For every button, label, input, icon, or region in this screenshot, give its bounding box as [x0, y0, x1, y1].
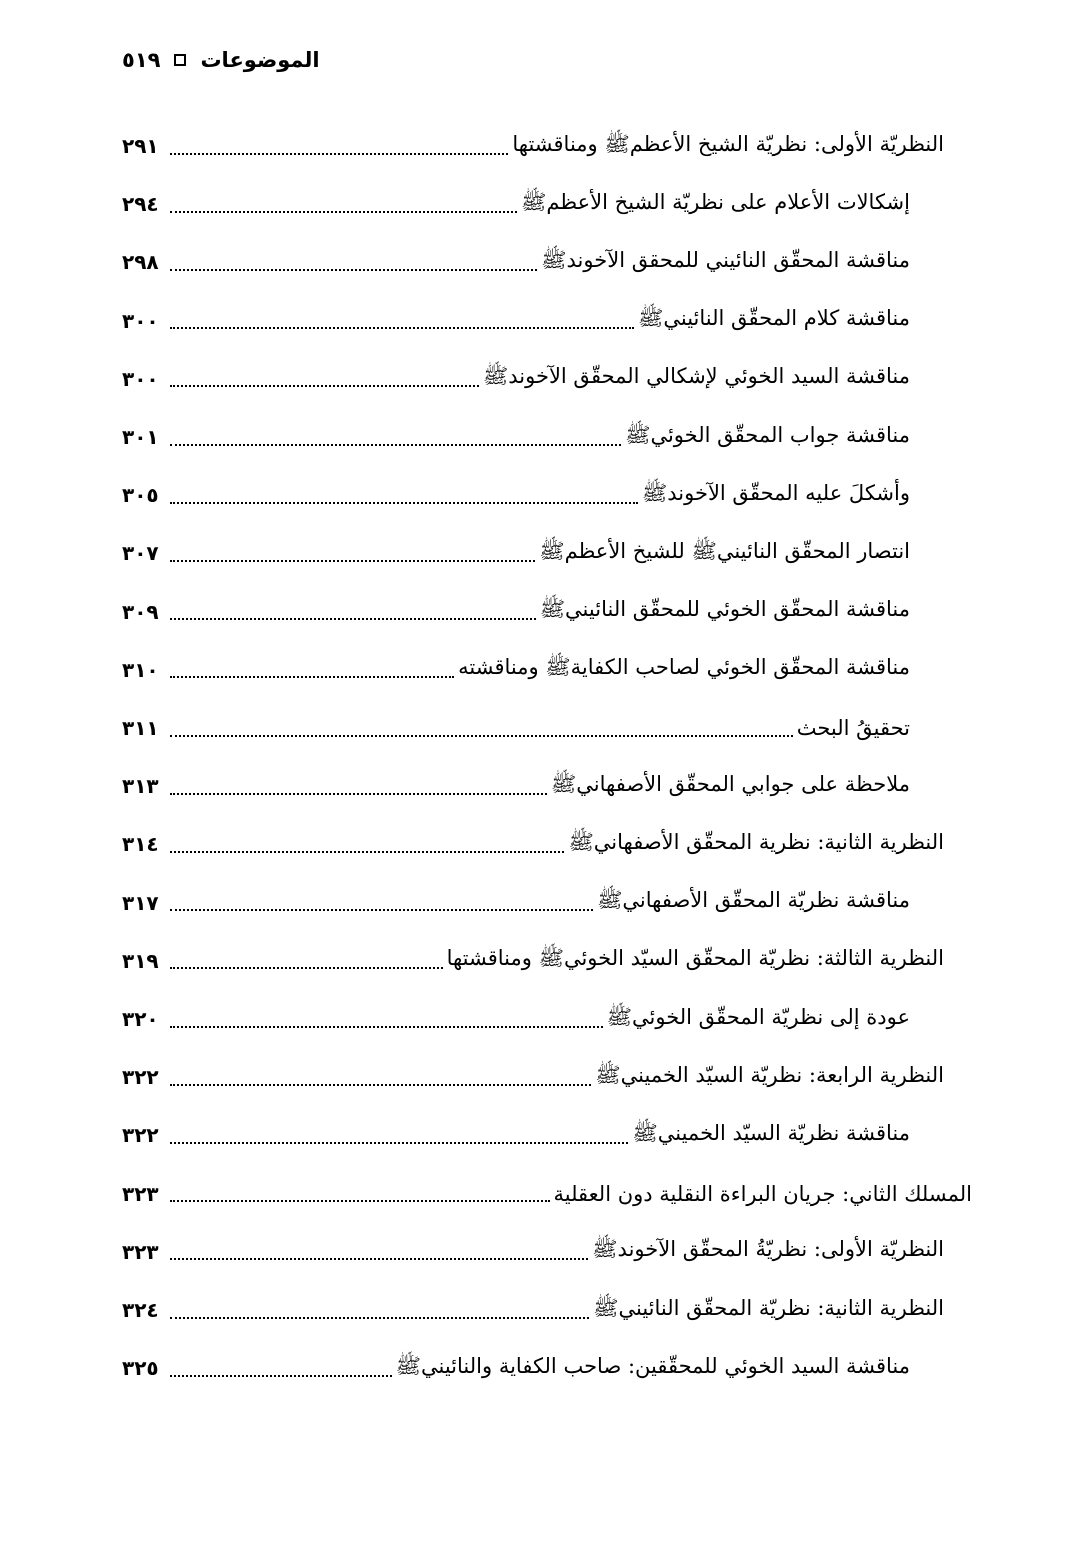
dot-leader — [170, 152, 508, 155]
toc-row — [122, 883, 910, 923]
dot-leader — [170, 675, 454, 678]
toc-entry-title: مناقشة جواب المحقّق الخوئيﷺ — [625, 422, 910, 447]
toc-entry-title: مناقشة المحقّق الخوئي لصاحب الكفايةﷺ ومناقشته — [458, 655, 910, 680]
dot-leader — [170, 734, 793, 737]
toc-entry-page: ٣١١ — [122, 716, 159, 740]
toc-row — [122, 766, 910, 806]
toc-row — [122, 1174, 972, 1214]
dot-leader — [170, 1083, 591, 1086]
dot-leader — [170, 966, 443, 969]
toc-row — [122, 824, 944, 864]
toc-entry-page: ٣٠٩ — [122, 599, 159, 624]
toc-row — [122, 941, 944, 981]
toc-row — [122, 650, 910, 690]
toc-entry-title: مناقشة نظريّة المحقّق الأصفهانيﷺ — [597, 888, 910, 913]
toc-entry-page: ٣٠٥ — [122, 483, 159, 508]
toc-row — [122, 1057, 944, 1097]
toc-entry-page: ٢٩٨ — [122, 250, 159, 275]
dot-leader — [170, 326, 634, 329]
toc-row — [122, 242, 910, 282]
toc-row — [122, 126, 944, 166]
toc-entry-title: النظريّة الأولى: نظريّة الشيخ الأعظمﷺ ومناقشتها — [512, 131, 944, 156]
toc-row — [122, 417, 910, 457]
table-of-contents — [122, 126, 972, 1396]
toc-entry-page: ٣١٠ — [122, 657, 159, 682]
dot-leader — [170, 559, 535, 562]
toc-entry-page: ٣٢٣ — [122, 1181, 159, 1206]
toc-entry-page: ٢٩١ — [122, 134, 159, 158]
toc-entry-title: انتصار المحقّق النائينيﷺ للشيخ الأعظمﷺ — [539, 538, 910, 563]
toc-entry-page: ٣٠٧ — [122, 541, 159, 566]
toc-entry-page: ٣١٧ — [122, 890, 159, 915]
toc-row — [122, 475, 910, 515]
toc-entry-page: ٣٢٢ — [122, 1123, 159, 1148]
toc-row — [122, 708, 910, 748]
toc-entry-title: عودة إلى نظريّة المحقّق الخوئيﷺ — [606, 1004, 910, 1029]
toc-entry-title: تحقيقُ البحث — [796, 716, 910, 740]
toc-entry-title: مناقشة نظريّة السيّد الخمينيﷺ — [632, 1120, 910, 1145]
toc-entry-page: ٣٠٠ — [122, 366, 159, 391]
toc-row — [122, 1290, 944, 1330]
toc-entry-page: ٣١٤ — [122, 832, 159, 857]
dot-leader — [170, 268, 537, 271]
dot-leader — [170, 443, 621, 446]
dot-leader — [170, 1199, 550, 1202]
toc-row — [122, 359, 910, 399]
toc-entry-title: إشكالات الأعلام على نظريّة الشيخ الأعظمﷺ — [521, 189, 910, 214]
toc-entry-title: مناقشة كلام المحقّق النائينيﷺ — [638, 306, 910, 331]
toc-row — [122, 999, 910, 1039]
running-header — [122, 40, 320, 80]
dot-leader — [170, 1374, 392, 1377]
dot-leader — [170, 384, 479, 387]
toc-entry-title: المسلك الثاني: جريان البراءة النقلية دون العقلية — [553, 1181, 972, 1206]
toc-entry-page: ٢٩٤ — [122, 192, 159, 217]
dot-leader — [170, 1257, 588, 1260]
dot-leader — [170, 792, 547, 795]
toc-entry-page: ٣٠١ — [122, 425, 159, 449]
toc-entry-title: وأشكلَ عليه المحقّق الآخوندﷺ — [641, 480, 910, 505]
dot-leader — [170, 1141, 628, 1144]
toc-entry-page: ٣١٣ — [122, 774, 159, 799]
toc-entry-page: ٣٢٠ — [122, 1007, 159, 1031]
toc-entry-page: ٣٢٢ — [122, 1065, 159, 1090]
square-separator-icon — [174, 54, 186, 66]
toc-row — [122, 1348, 910, 1388]
toc-entry-title: النظريّة الأولى: نظريّةُ المحقّق الآخوندﷺ — [592, 1237, 944, 1262]
dot-leader — [170, 501, 638, 504]
dot-leader — [170, 850, 564, 853]
toc-entry-title: النظرية الثانية: نظرية المحقّق الأصفهانيﷺ — [568, 829, 944, 854]
dot-leader — [170, 908, 593, 911]
toc-entry-title: مناقشة المحقّق النائيني للمحقق الآخوندﷺ — [541, 247, 910, 272]
toc-entry-title: النظرية الرابعة: نظريّة السيّد الخمينيﷺ — [595, 1062, 944, 1087]
toc-entry-title: مناقشة السيد الخوئي للمحقّقين: صاحب الكفاية والنائينيﷺ — [395, 1353, 910, 1378]
toc-row — [122, 1232, 944, 1272]
toc-entry-title: مناقشة المحقّق الخوئي للمحقّق النائينيﷺ — [539, 597, 910, 622]
toc-entry-title: النظرية الثالثة: نظريّة المحقّق السيّد الخوئيﷺ ومناقشتها — [446, 946, 944, 971]
toc-row — [122, 592, 910, 632]
toc-row — [122, 301, 910, 341]
dot-leader — [170, 210, 517, 213]
dot-leader — [170, 1316, 589, 1319]
header-page-number: ٥١٩ — [122, 48, 161, 72]
toc-row — [122, 1115, 910, 1155]
dot-leader — [170, 1025, 603, 1028]
toc-entry-page: ٣٢٣ — [122, 1239, 159, 1264]
toc-entry-title: النظرية الثانية: نظريّة المحقّق النائينيﷺ — [593, 1295, 944, 1320]
toc-entry-page: ٣١٩ — [122, 948, 159, 973]
toc-row — [122, 533, 910, 573]
toc-entry-title: مناقشة السيد الخوئي لإشكالي المحقّق الآخوندﷺ — [482, 364, 910, 389]
header-title: الموضوعات — [200, 48, 320, 72]
toc-row — [122, 184, 910, 224]
toc-entry-page: ٣٠٠ — [122, 308, 159, 333]
toc-entry-title: ملاحظة على جوابي المحقّق الأصفهانيﷺ — [550, 771, 910, 796]
dot-leader — [170, 617, 536, 620]
toc-entry-page: ٣٢٤ — [122, 1298, 159, 1322]
toc-entry-page: ٣٢٥ — [122, 1356, 159, 1381]
